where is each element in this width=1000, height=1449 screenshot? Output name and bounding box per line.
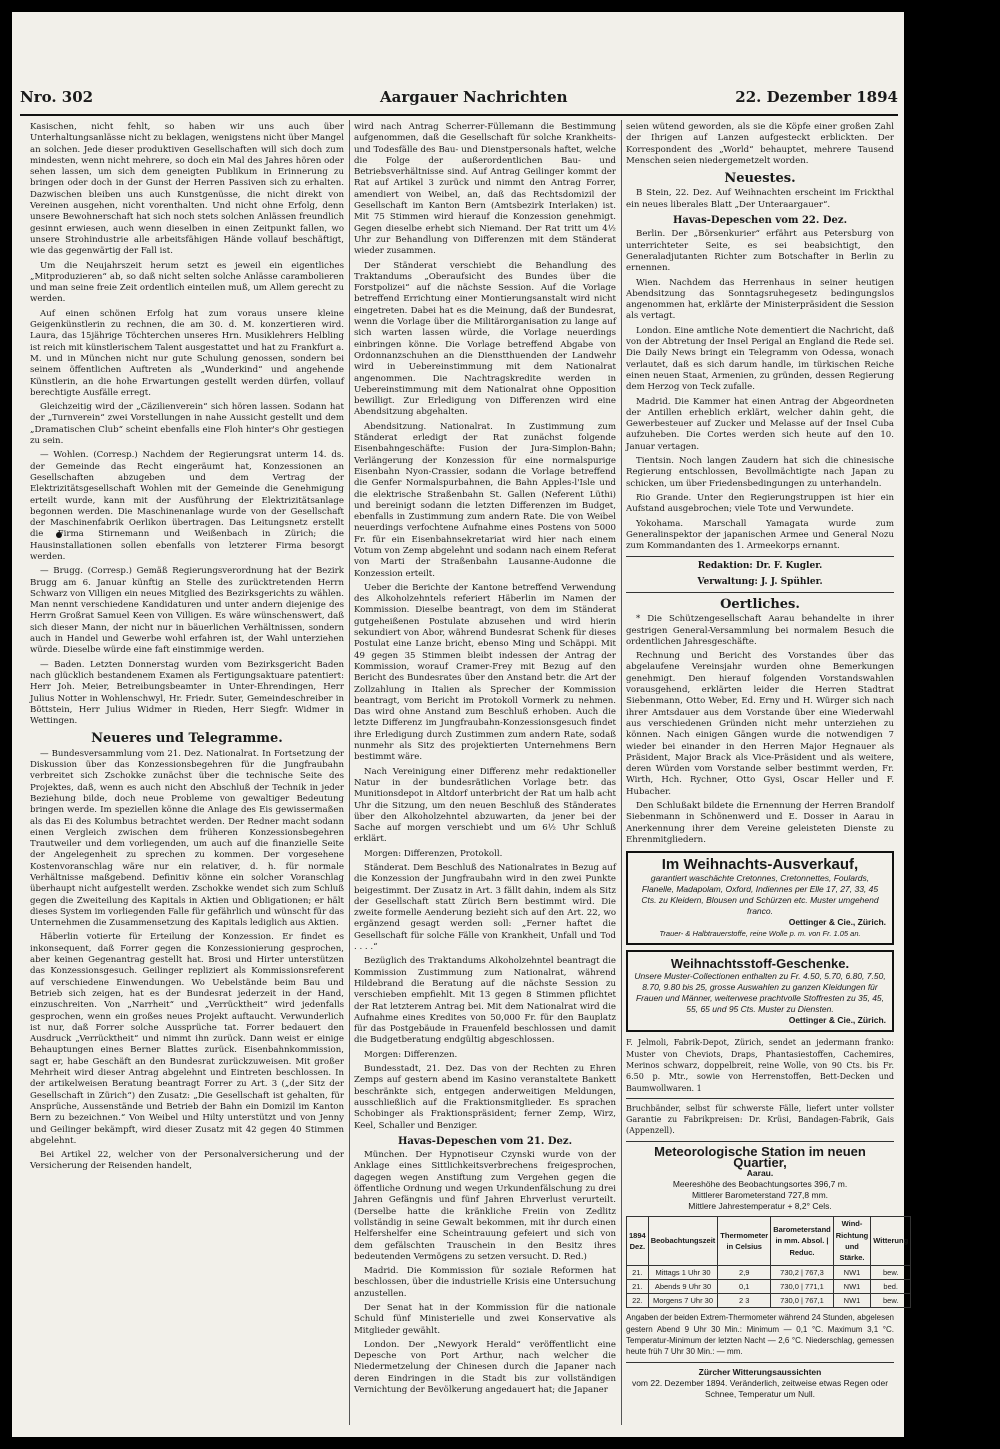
table-row: [627, 1265, 911, 1279]
paragraph: London. Der „Newyork Herald“ veröffentlicht eine Depesche von Port Arthur, nach welcher die Niedermetzelung der Chinesen durch die Japaner nach deren Eindringen in die Stadt bis zur vollständigen Vernichtung der Bevölkerung angedauert hat; die Japaner: [354, 1339, 616, 1396]
table-cell: 22.: [627, 1294, 649, 1308]
paragraph: Yokohama. Marschall Yamagata wurde zum Generalinspektor der japanischen Armee und General Nozu zum Kommandanten des 1. Armeekorps ernannt.: [626, 518, 894, 552]
ad-firm: Oettinger & Cie., Zürich.: [788, 1015, 886, 1026]
paragraph: Um die Neujahrszeit herum setzt es jeweil ein eigentliches „Mitproduzieren“ ab, so daß nicht selten solche Anlässe carambolieren und man seine freie Zeit ordentlich einteilen muß, um Allem gerecht zu werden.: [30, 260, 344, 305]
issue-date: 22. Dezember 1894: [735, 88, 898, 106]
table-cell: 2 3: [718, 1294, 771, 1308]
section-heading: Oertliches.: [720, 596, 800, 612]
weather-line: Mittlerer Barometerstand 727,8 mm.: [691, 1190, 829, 1201]
table-cell: 730,0 | 771,1: [771, 1279, 834, 1293]
paragraph: Gleichzeitig wird der „Cäzilienverein“ sich hören lassen. Sodann hat der „Turnverein“ zwei Vorstellungen in nahe Aussicht gestellt und dem „Dramatischen Club“ scheint ebenfalls eine Floh hinter's Ohr gestiegen zu sein.: [30, 402, 344, 447]
table-cell: bed.: [871, 1279, 911, 1293]
paragraph: seien wütend geworden, als sie die Köpfe einer großen Zahl der Ihrigen auf Lanzen aufgesteckt erblickten. Der Korrespondent des „World“ behauptet, mehrere Tausend Menschen seien niedergemetzelt worden.: [626, 122, 894, 166]
advertisement: Bruchbänder, selbst für schwerste Fälle, liefert unter vollster Garantie zu Fabrikpreisen: Dr. Krüsi, Bandagen-Fabrik, Gais (Appenzell).: [626, 1103, 894, 1136]
paragraph: Abendsitzung. Nationalrat. In Zustimmung zum Ständerat erledigt der Rat zunächst folgende Eisenbahngeschäfte: Fusion der Jura-Simplon-Bahn; Verlängerung der Konzession für eine normalspurige Eisenbahn Nyon-Crassier, sodann die Vorlage betreffend die Genfer Normalspurbahnen, die Bahn Apples-l'Isle und die elektrische Straßenbahn St. Gallen (Neferent Lüthi) und bereinigt sodann die letzten Differenzen im Budget, ebenfalls in Zustimmung zum andern Rate. Die von Weibel neuerdings verfochtene Aufnahme eines Postens von 5000 Fr. für ein Eisenbahnsekretariat wird hier nach einem Votum von Zemp abgelehnt und sodann nach einem Referat von Marti der Straßenbahn Lausanne-Audonne die Konzession erteilt.: [354, 421, 616, 579]
ad-body: garantiert waschächte Cretonnes, Cretonnettes, Foulards, Flanelle, Madapolam, Oxford, Indiennes per Elle 17, 27, 33, 45 Cts. zu Kleidern, Blousen und Schürzen etc. Muster umgehend franco.: [641, 872, 879, 916]
table-cell: 21.: [627, 1279, 649, 1293]
paragraph: * Die Schützengesellschaft Aarau behandelte in ihrer gestrigen General-Versammlung bei normalem Besuch die ordentlichen Jahresgeschäfte.: [626, 614, 894, 647]
table-row: [627, 1279, 911, 1293]
ad-body: Unsere Muster-Collectionen enthalten zu Fr. 4.50, 5.70, 6.80, 7.50, 8.70, 9.80 bis 25, grosse Auswahlen zu ganzen Kleidungen für Frauen und Männer, weiterwese prachtvolle Stoffresten zu 35, 45, 55, 65 und 95 Cts. Muster zu Diensten.: [634, 971, 886, 1015]
paragraph: Ueber die Berichte der Kantone betreffend Verwendung des Alkoholzehntels referiert Häberlin im Namen der Kommission. Dieselbe beantragt, von dem im Ständerat gutgeheißenen Postulate abzusehen und wird hierin sekundiert von Abor, während Bundesrat Schenk für dieses Postulat eine Lanze bricht, ebenso Ming und Schäppi. Mit 49 gegen 35 Stimmen bleibt indessen der Antrag der Kommission, worauf Cramer-Frey mit Bezug auf den Bericht des Bundesrates über den Anstand betr. die Art der Zollzahlung in Italien als Sprecher der Kommission beantragt, vom Bericht im Protokoll Vormerk zu nehmen. Das wird ohne Anstand zum Beschluß erhoben. Auch die letzte Differenz im Jungfraubahn-Konzessionsgesuch findet ihre Erledigung durch Zustimmen zum andern Rate, sodaß nunmehr als Sitz des projektierten Unternehmens Bern bestimmt wäre.: [354, 582, 616, 763]
paragraph: Der Senat hat in der Kommission für die nationale Schuld fünf Ministerielle und zwei Konservative als Mitglieder gewählt.: [354, 1302, 616, 1336]
table-header: Witterung: [871, 1217, 911, 1265]
section-heading: Havas-Depeschen vom 22. Dez.: [672, 215, 848, 227]
paragraph: Auf einen schönen Erfolg hat zum voraus unsere kleine Geigenkünstlerin zu rechnen, die am 30. d. M. konzertieren wird. Laura, das 15jährige Töchterchen unseres Hrn. Musiklehrers Helbling ist reich mit künstlerischem Talent ausgestattet und hat zu Frankfurt a. M. und in München nicht nur gute Schulung genossen, sondern bei seinem öffentlichen Auftreten als „Wunderkind“ und angehende Künstlerin, an die hohe Erwartungen gestellt werden dürfen, vollauf berechtigte Ausfälle erregt.: [30, 308, 344, 398]
table-cell: 21.: [627, 1265, 649, 1279]
table-header: Barometerstand in mm. Absol. | Reduc.: [771, 1217, 834, 1265]
column-rule: [621, 120, 622, 1425]
paragraph: München. Der Hypnotiseur Czynski wurde von der Anklage eines Sittlichkeitsverbrechens freigesprochen, dagegen wegen Anstiftung zum Vergehen gegen die öffentliche Ordnung und wegen Urkundenfälschung zu drei Jahren Gefängnis und fünf Jahren Ehrverlust verurteilt. (Derselbe hatte die kränkliche Freiin von Zedlitz vollständig in seine Gewalt bekommen, mit ihr durch einen Helfershelfer eine Scheintrauung gefeiert und sich von dem gefälschten Trauschein in den Besitz ihres bedeutenden Vermögens zu setzen versucht. D. Red.): [354, 1150, 616, 1262]
paragraph: London. Eine amtliche Note dementiert die Nachricht, daß von der Abtretung der Insel Perigal an England die Rede sei. Die Daily News bringt ein Telegramm von Odessa, wonach verlautet, daß es sich darum handle, im türkischen Reiche einen neuen Staat, Armenien, zu gründen, dessen Regierung dem Herzog von Teck zufalle.: [626, 325, 894, 393]
page-header: [20, 84, 898, 116]
issue-number: Nro. 302: [20, 88, 94, 106]
ad-footnote: Trauer- & Halbtrauerstoffe, reine Wolle p. m. von Fr. 1.05 an.: [659, 928, 861, 938]
weather-station: [626, 1143, 909, 1400]
paragraph: Häberlin votierte für Erteilung der Konzession. Er findet es inkonsequent, daß Forrer gegen die Konzessionierung gesprochen, aber keinen Gegenantrag gestellt hat. Brosi und Hirter unterstützen das Konzessionsgesuch. Geilinger repliziert als Kommissionsreferent auf verschiedene Einwendungen. Wo Uebelstände beim Bau und Betrieb sich zeigen, hat es der Bundesrat jederzeit in der Hand, einzuschreiten. Von „Narrheit“ und „Verrücktheit“ wird jedenfalls gesprochen, wenn ein großes neues Projekt auftaucht. Verwunderlich ist nur, daß Forrer solche Aussprüche tat. Forrer bedauert den Ausdruck „Verrücktheit“ und nimmt ihn zurück. Dann weist er einige Behauptungen eines Berner Blattes zurück. Eisenbahnkommission, sagt er, habe Geschäft an den Bundesrat zurückzuweisen. Mit großer Mehrheit wird dieser Antrag abgelehnt und Eintreten beschlossen. In der artikelweisen Beratung beantragt Forrer zu Art. 3 („der Sitz der Gesellschaft in Zürich“) den Zusatz: „Die Gesellschaft ist gehalten, für Ansprüche, Aussenstände und Betrieb der Bahn ein Domizil im Kanton Bern zu bezeichnen.“ Von Weibel und Hilty unterstützt und von Jenny und Geilinger bekämpft, wird dieser Zusatz mit 42 gegen 40 Stimmen abgelehnt.: [30, 932, 344, 1146]
ad-firm: Oettinger & Cie., Zürich.: [788, 916, 886, 927]
column-rule: [349, 120, 350, 1425]
newspaper-page: [12, 12, 909, 1437]
section-heading: Havas-Depeschen vom 21. Dez.: [397, 1135, 573, 1147]
section-heading: Neuestes.: [724, 171, 796, 187]
paragraph: Bezüglich des Traktandums Alkoholzehntel beantragt die Kommission Zustimmung zum Nationalrat, während Hildebrand die Beratung auf die nächste Session zu verschieben empfiehlt. Mit 13 gegen 8 Stimmen pflichtet der Rat letzterem Antrag bei. Mit dem Nationalrat wird die Aufnahme eines Kredites von 50,000 Fr. für den Bauplatz für das Postgebäude in Frauenfeld beschlossen und damit die Budgetberatung endgültig abgeschlossen.: [354, 956, 616, 1046]
weather-place: Aarau.: [746, 1168, 774, 1179]
table-row: [627, 1294, 911, 1308]
paragraph: — Brugg. (Corresp.) Gemäß Regierungsverordnung hat der Bezirk Brugg am 6. Januar künftig an Stelle des zurücktretenden Herrn Schwarz von Villigen ein neues Mitglied des Bezirksgerichts zu wählen. Man nennt verschiedene Kandidaturen und unter andern diejenige des Herrn Großrat Samuel Keen von Villigen. Es wäre wünschenswert, daß sich dieser Mann, der nicht nur in bäuerlichen Verhältnissen, sondern auch in Handel und Gewerbe wohl erfahren ist, der Wahl unterziehen würde. Dieselbe würde eine faft einstimmige werden.: [30, 566, 344, 656]
masthead: Aargauer Nachrichten: [380, 88, 568, 106]
divider: [626, 1141, 894, 1142]
paragraph: Berlin. Der „Börsenkurier“ erfährt aus Petersburg von unterrichteter Seite, es sei beabsichtigt, den Generaladjutanten Richter zum Botschafter in Berlin zu ernennen.: [626, 229, 894, 274]
table-cell: bew.: [871, 1265, 911, 1279]
paragraph: Kasischen, nicht fehlt, so haben wir uns auch über Unterhaltungsanlässe nicht zu beklagen, wenigstens nicht über Mangel an solchen. Jede dieser produktiven Gesellschaften will sich doch zum mindesten, wenn nicht mehrere, so doch ein Mal des Jahres hören oder sehen lassen, um sich dem geneigten Publikum in Erinnerung zu bringen oder doch in der Gunst der Herren Passiven sich zu erhalten. Dazwischen bleiben uns auch Kunstgenüsse, die nicht direkt von Vereinen ausgehen, nicht vorenthalten. Und nicht ohne Erfolg, denn unsere Bewohnerschaft hat sich noch stets solchen Anlässen freundlich gesinnt erwiesen, auch wenn dieselben in einen Zeitpunkt fallen, wo unsere Strohindustrie alle arbeitsfähigen Hände vollauf beschäftigt, wie das gegenwärtig der Fall ist.: [30, 122, 344, 257]
weather-line: Mittlere Jahrestemperatur + 8,2° Cels.: [688, 1201, 832, 1212]
paragraph: Morgen: Differenzen, Protokoll.: [364, 848, 503, 859]
paragraph: Morgen: Differenzen.: [364, 1049, 458, 1060]
paragraph: Rio Grande. Unter den Regierungstruppen ist hier ein Aufstand ausgebrochen; viele Tote und Verwundete.: [626, 492, 894, 515]
divider: [626, 1362, 894, 1363]
forecast-title: Zürcher Witterungsaussichten: [698, 1366, 822, 1377]
table-cell: Abends 9 Uhr 30: [648, 1279, 718, 1293]
section-heading: Neueres und Telegramme.: [91, 731, 283, 747]
table-header: 1894 Dez.: [627, 1217, 649, 1265]
weather-table: [626, 1216, 911, 1308]
column-1: [30, 122, 344, 1422]
ad-title: Im Weihnachts-Ausverkauf,: [661, 856, 859, 874]
divider: [626, 556, 894, 557]
paragraph: — Bundesversammlung vom 21. Dez. Nationalrat. In Fortsetzung der Diskussion über das Konzessionsbegehren für die Jungfraubahn verbreitet sich Zschokke zunächst über die technische Seite des Projektes, daß, wenn es auch nicht den Abschluß der Technik in jeder Beziehung bilde, doch neue Probleme von gewaltiger Bedeutung bringen werde. Im speziellen könne die Anlage des Eis gewissermaßen als das Ei des Kolumbus betrachtet werden. Der Redner macht sodann einen Vergleich zwischen dem früheren Konzessionsbegehren Trautweiler und dem vorliegenden, um auch auf die finanzielle Seite der Angelegenheit zu sprechen zu kommen. Der vorgesehene Kostenvoranschlag wäre nur ein relativer, d. h. für normale Verhältnisse maßgebend. Definitiv könne ein solcher Voranschlag überhaupt nicht aufgestellt werden. Zschokke wendet sich zum Schluß gegen die Zweiteilung des Kapitals in Aktien und Obligationen; er hält dieses System im vorliegenden Falle für gefährlich und wünscht für das Unternehmen die Zusammensetzung des Kapitals lediglich aus Aktien.: [30, 748, 344, 929]
advertisement: F. Jelmoli, Fabrik-Depot, Zürich, sendet an jedermann franko: Muster von Cheviots, Draps, Phantasiestoffen, Cachemires, Merinos schwarz, doppelbreit, reine Wolle, von 90 Cts. bis Fr. 6.50 p. Mtr., sowie von Herrenstoffen, Bett-Decken und Baumwollwaren. 1: [626, 1038, 894, 1093]
table-cell: NW1: [833, 1279, 871, 1293]
column-3: [626, 122, 909, 1422]
column-2: [354, 122, 616, 1422]
paragraph: Madrid. Die Kammer hat einen Antrag der Abgeordneten der Antillen erheblich erklärt, welcher dahin geht, die Gewerbesteuer auf Zucker und Melasse auf der Insel Cuba aufzuheben. Die Cortes werden sich heute auf den 10. Januar vertagen.: [626, 396, 894, 452]
forecast-body: vom 22. Dezember 1894. Veränderlich, zeitweise etwas Regen oder Schnee, Temperatur um Null.: [631, 1377, 889, 1399]
table-cell: bew.: [871, 1294, 911, 1308]
admin-line: Verwaltung: J. J. Spühler.: [697, 576, 823, 587]
paragraph: Rechnung und Bericht des Vorstandes über das abgelaufene Vereinsjahr wurden ohne Bemerkungen genehmigt. Den hierauf folgenden Vorstandswahlen vorausgehend, erklärten leider die Herren Stadtrat Siebenmann, Otto Weber, Ed. Erny und H. Würger sich nach ihrer Amtsdauer aus dem Vorstande über eine Wiederwahl aus verschiedenen Gründen nicht mehr unterziehen zu können. Nach einigen Gängen wurde die notwendigen 7 wieder bei einander in den Herren Major Hegnauer als Präsident, Major Brack als Vice-Präsident und als weitere, deren Würden vom Vorstande selber bestimmt werden, Fr. Wirth, Hch. Rychner, Otto Gysi, Oscar Heller und F. Hubacher.: [626, 651, 894, 797]
paragraph: Madrid. Die Kommission für soziale Reformen hat beschlossen, über die industrielle Krisis eine Untersuchung anzustellen.: [354, 1266, 616, 1299]
paragraph: Den Schlußakt bildete die Ernennung der Herren Brandolf Siebenmann in Schönenwerd und E. Dosser in Aarau in Anerkennung ihrer dem Vereine geleisteten Dienste zu Ehrenmitgliedern.: [626, 801, 894, 845]
editor-line: Redaktion: Dr. F. Kugler.: [697, 561, 823, 572]
paragraph: — Wohlen. (Corresp.) Nachdem der Regierungsrat unterm 14. ds. der Gemeinde das Recht eingeräumt hat, Konzessionen an Gesellschaften abzugeben und dem Vertrag der Elektrizitätsgesellschaft Wohlen mit der Gemeinde die Genehmigung erteilt wurde, kann mit der Ausführung der Elektrizitätsanlage begonnen werden. Die Maschinenanlage wurde von der Gesellschaft der Maschinenfabrik Oerlikon übertragen. Das Leitungsnetz erstellt die Firma Stirnemann und Weißenbach in Zürich; die Hausinstallationen sollen ebenfalls von letzterer Firma besorgt werden.: [30, 450, 344, 562]
table-cell: 730,0 | 767,1: [771, 1294, 834, 1308]
table-cell: Morgens 7 Uhr 30: [648, 1294, 718, 1308]
paragraph: B Stein, 22. Dez. Auf Weihnachten erscheint im Frickthal ein neues liberales Blatt „Der Unteraargauer“.: [626, 188, 894, 210]
divider: [626, 592, 894, 593]
table-cell: 0,1: [718, 1279, 771, 1293]
paragraph: — Baden. Letzten Donnerstag wurden vom Bezirksgericht Baden nach glücklich bestandenem Examen als Fertigungsaktuare patentiert: Herr Joh. Meier, Betreibungsbeamter in Unter-Ehrendingen, Herr Julius Notter in Wohlenschwyl, Hr. Friedr. Suter, Gemeindeschreiber in Böttstein, Herr Julius Widmer in Rieden, Herr Siegfr. Widmer in Wettingen.: [30, 659, 344, 727]
paragraph: Nach Vereinigung einer Differenz mehr redaktioneller Natur in der bundesrätlichen Vorlage betr. das Munitionsdepot in Altdorf unterbricht der Rat um halb acht Uhr die Sitzung, um den neuen Beschluß des Ständerates über den Alkoholzehntel abzuwarten, da jener bei der Sache auf morgen verschiebt und um 6½ Uhr Schluß erklärt.: [354, 766, 616, 845]
paragraph: Wien. Nachdem das Herrenhaus in seiner heutigen Abendsitzung das Sonntagsruhegesetz bedingungslos angenommen hat, erklärte der Ministerpräsident die Session als vertagt.: [626, 277, 894, 322]
paragraph: Bundesstadt, 21. Dez. Das von der Rechten zu Ehren Zemps auf gestern abend im Kasino veranstaltete Bankett beschränkte sich, entgegen anderweitigen Meldungen, ausschließlich auf die Fraktionsmitglieder. Es sprachen Schobinger als Fraktionspräsident; ferner Zemp, Wirz, Keel, Schaller und Benziger.: [354, 1064, 616, 1131]
table-cell: Mittags 1 Uhr 30: [648, 1265, 718, 1279]
paragraph: Tientsin. Noch langen Zaudern hat sich die chinesische Regierung entschlossen, Bevollmächtigte nach Japan zu schicken, um über Friedensbedingungen zu unterhandeln.: [626, 456, 894, 489]
scan-edge: [904, 0, 1000, 1449]
weather-extremes: Angaben der beiden Extrem-Thermometer während 24 Stunden, abgelesen gestern Abend 9 Uhr 30 Min.: Minimum — 0,1 °C. Maximum 3,1 °C. Temperatur-Minimum der letzten Nacht — 2,6 °C. Niederschlag, gemessen heute früh 7 Uhr 30 Min.: — mm.: [626, 1313, 894, 1357]
advertisement: [626, 950, 894, 1033]
paragraph: Bei Artikel 22, welcher von der Personalversicherung und der Versicherung der Reisenden handelt,: [30, 1150, 344, 1172]
table-header: Thermometer in Celsius: [718, 1217, 771, 1265]
ad-title: Weihnachtsstoff-Geschenke.: [670, 955, 850, 971]
table-cell: 2,9: [718, 1265, 771, 1279]
weather-title: Meteorologische Station im neuen Quartier,: [654, 1143, 866, 1171]
table-cell: NW1: [833, 1265, 871, 1279]
paragraph: Der Ständerat verschiebt die Behandlung des Traktandums „Oberaufsicht des Bundes über die Forstpolizei“ auf die nächste Session. Auf die Vorlage betreffend Errichtung einer Montierungsanstalt wird nicht eingetreten. Dabei hat es die Meinung, daß der Bundesrat, wenn die Vorlage über die Militärorganisation zu lange auf sich warten lassen würde, die Vorlage neuerdings einbringen könne. Die Vorlage betreffend Abgabe von Ordonnanzschuhen an die Dienstthuenden der Landwehr wird in Uebereinstimmung mit dem Nationalrat angenommen. Die Nachtragskredite werden in Uebereinstimmung mit dem Nationalrat ohne Opposition bewilligt. Zur Erledigung von Differenzen wird eine Abendsitzung abgehalten.: [354, 260, 616, 418]
weather-line: Meereshöhe des Beobachtungsortes 396,7 m.: [672, 1179, 848, 1190]
table-header: Wind-Richtung und Stärke.: [833, 1217, 871, 1265]
table-cell: NW1: [833, 1294, 871, 1308]
paragraph: wird nach Antrag Scherrer-Füllemann die Bestimmung aufgenommen, daß die Gesellschaft für solche Krankheits- und Todesfälle des Bau- und Dienstpersonals haftet, welche die Folge der außerordentlichen Bau- und Betriebsverhältnisse sind. Auf Antrag Geilinger kommt der Rat auf Artikel 3 zurück und nimmt den Antrag Forrer, amendiert von Weibel, an, daß das Rechtsdomizil der Gesellschaft im Kanton Bern (Amtsbezirk Interlaken) ist. Mit 75 Stimmen wird hierauf die Konzession genehmigt. Gegen dieselbe erhebt sich Niemand. Der Rat tritt um 4½ Uhr zur Behandlung von Differenzen mit dem Ständerat wieder zusammen.: [354, 122, 616, 257]
table-cell: 730,2 | 767,3: [771, 1265, 834, 1279]
paragraph: Ständerat. Dem Beschluß des Nationalrates in Bezug auf die Konzession der Jungfraubahn wird in den zwei Punkte beigestimmt. Der Zusatz in Art. 3 fällt dahin, indem als Sitz der Gesellschaft statt Zürich Bern bestimmt wird. Die zweite formelle Aenderung bezieht sich auf den Art. 22, wo ergänzend gesagt werden soll: „Ferner haftet die Gesellschaft für solche Fälle von Krankheit, Unfall und Tod . . . .“: [354, 863, 616, 953]
advertisement: [626, 851, 894, 945]
divider: [626, 1098, 894, 1099]
table-header: Beobachtungszeit: [648, 1217, 718, 1265]
